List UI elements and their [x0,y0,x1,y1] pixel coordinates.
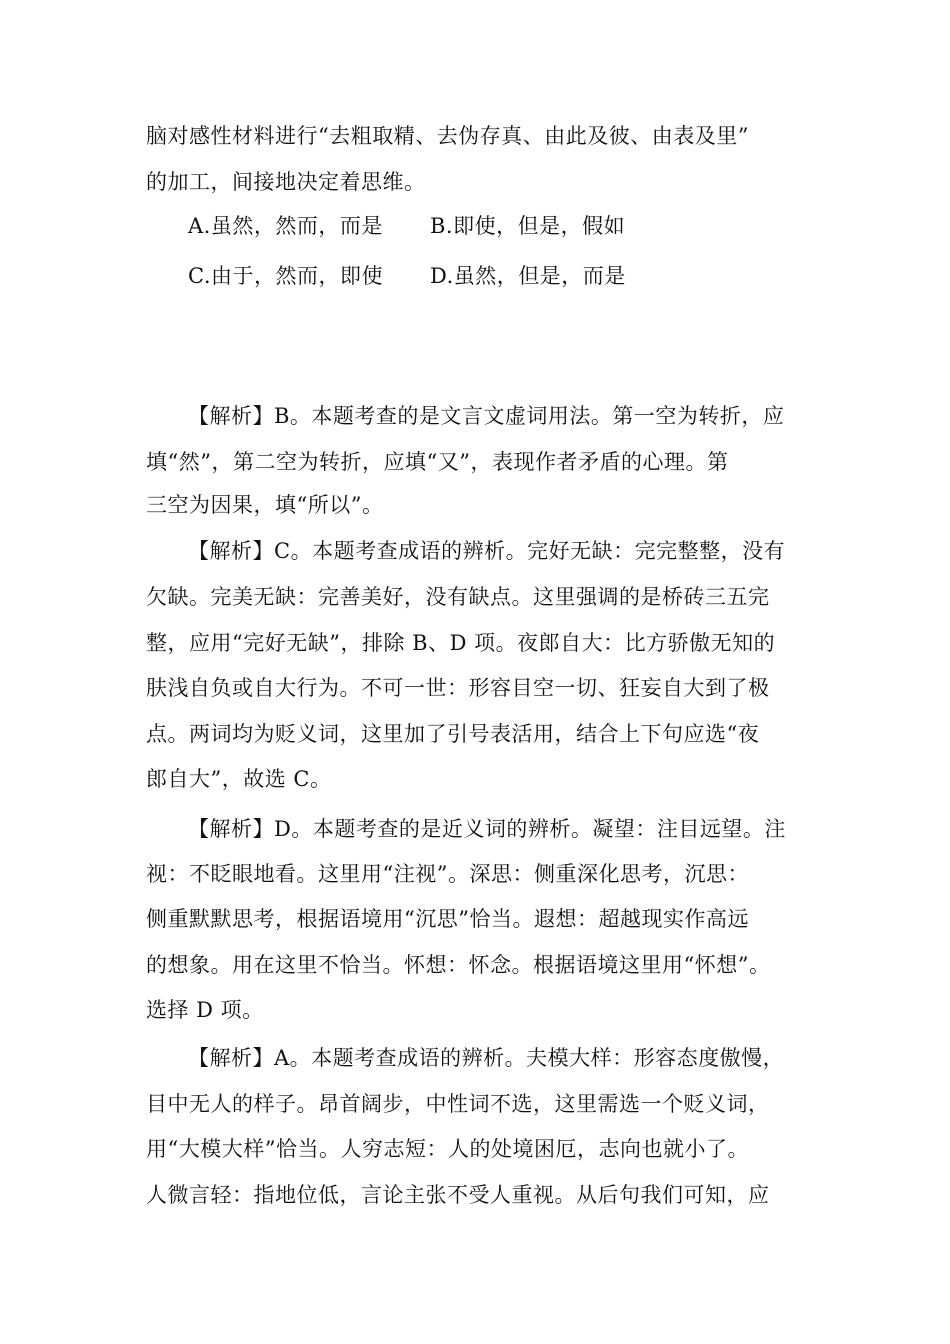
analysis-1-line-2: 填“然”，第二空为转折，应填“又”，表现作者矛盾的心理。第 [146,450,729,474]
analysis-3-line-4: 的想象。用在这里不恰当。怀想：怀念。根据语境这里用“怀想”。 [146,953,771,977]
analysis-3-line-3: 侧重默默思考，根据语境用“沉思”恰当。遐想：超越现实作高远 [146,907,749,931]
analysis-2-line-3: 整，应用“完好无缺”，排除 B、D 项。夜郎自大：比方骄傲无知的 [146,631,776,655]
analysis-4-line-4: 人微言轻：指地位低，言论主张不受人重视。从后句我们可知，应 [146,1183,770,1207]
analysis-2-line-1: 【解析】C。本题考查成语的辨析。完好无缺：完完整整，没有 [188,539,786,563]
analysis-4-line-3: 用“大模大样”恰当。人穷志短：人的处境困厄，志向也就小了。 [146,1137,749,1161]
analysis-1-line-3: 三空为因果，填“所以”。 [146,493,384,517]
analysis-2-line-4: 肤浅自负或自大行为。不可一世：形容目空一切、狂妄自大到了极 [146,676,770,700]
option-d: D.虽然，但是，而是 [430,264,626,288]
intro-line-2: 的加工，间接地决定着思维。 [146,170,426,194]
intro-line-1: 脑对感性材料进行“去粗取精、去伪存真、由此及彼、由表及里” [146,124,749,148]
option-c: C.由于，然而，即使 [188,264,383,288]
analysis-1-line-1: 【解析】B。本题考查的是文言文虚词用法。第一空为转折，应 [188,404,785,428]
analysis-3-line-1: 【解析】D。本题考查的是近义词的辨析。凝望：注目远望。注 [188,817,786,841]
option-b: B.即使，但是，假如 [430,214,626,238]
analysis-2-line-2: 欠缺。完美无缺：完善美好，没有缺点。这里强调的是桥砖三五完 [146,585,770,609]
analysis-4-line-2: 目中无人的样子。昂首阔步，中性词不选，这里需选一个贬义词， [146,1092,770,1116]
option-a: A.虽然，然而，而是 [188,214,383,238]
analysis-2-line-5: 点。两词均为贬义词，这里加了引号表活用，结合上下句应选“夜 [146,722,760,746]
analysis-2-line-6: 郎自大”，故选 C。 [146,767,332,791]
analysis-3-line-2: 视：不眨眼地看。这里用“注视”。深思：侧重深化思考，沉思： [146,862,749,886]
analysis-3-line-5: 选择 D 项。 [146,998,264,1022]
analysis-4-line-1: 【解析】A。本题考查成语的辨析。夫模大样：形容态度傲慢， [188,1046,785,1070]
